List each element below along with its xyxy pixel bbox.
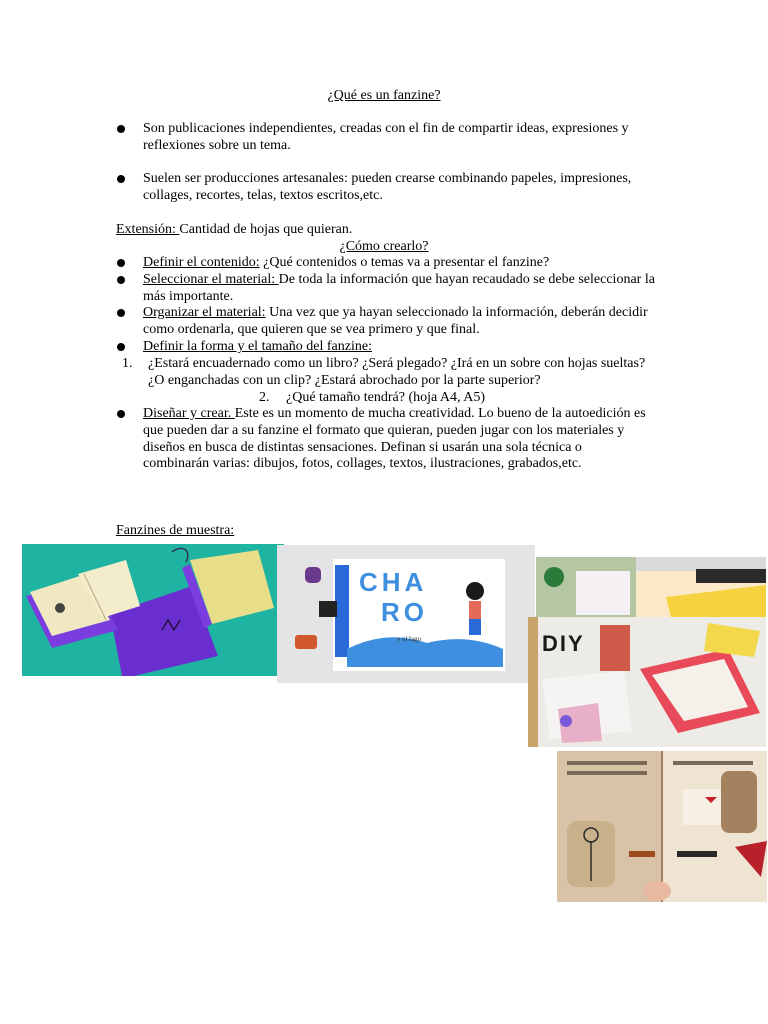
bullet-icon bbox=[117, 410, 125, 418]
step-select-material: Seleccionar el material: De toda la información que hayan recaudado se debe seleccionar la más importante. bbox=[143, 272, 655, 304]
bullet-icon bbox=[117, 343, 125, 351]
samples-label: Fanzines de muestra: bbox=[116, 523, 235, 538]
intro-bullet-2: Suelen ser producciones artesanales: pueden crearse combinando papeles, impresiones, collages, recortes, telas, textos escritos,etc. bbox=[143, 171, 632, 203]
extension-line: Extensión: Cantidad de hojas que quieran. bbox=[116, 222, 353, 237]
sub-step-2: ¿Qué tamaño tendrá? (hoja A4, A5) bbox=[286, 390, 486, 405]
bullet-icon bbox=[117, 309, 125, 317]
sub-step-1: ¿Estará encuadernado como un libro? ¿Será plegado? ¿Irá en un sobre con hojas sueltas? ¿O enganchadas con un clip? ¿Estará abrochado por la parte superior? bbox=[148, 356, 646, 388]
page-title: ¿Qué es un fanzine? bbox=[327, 88, 441, 103]
intro-bullet-1: Son publicaciones independientes, creadas con el fin de compartir ideas, expresiones y reflexiones sobre un tema. bbox=[143, 121, 629, 153]
charo-title-2: RO bbox=[381, 597, 428, 627]
bullet-icon bbox=[117, 125, 125, 133]
step-define-form: Definir la forma y el tamaño del fanzine: bbox=[143, 339, 372, 354]
bullet-icon bbox=[117, 175, 125, 183]
sub-step-number: 2. bbox=[259, 390, 270, 405]
photo-zines-teal bbox=[22, 544, 284, 676]
bullet-icon bbox=[117, 259, 125, 267]
sub-step-number: 1. bbox=[122, 356, 133, 371]
photo-collage-strip bbox=[536, 557, 766, 621]
charo-subtitle: y el lago bbox=[397, 635, 422, 643]
step-define-content: Definir el contenido: ¿Qué contenidos o temas va a presentar el fanzine? bbox=[143, 255, 550, 270]
charo-title-1: CHA bbox=[359, 567, 428, 597]
photo-charo-zine bbox=[277, 545, 535, 683]
bullet-icon bbox=[117, 276, 125, 284]
howto-title: ¿Cómo crearlo? bbox=[339, 239, 429, 254]
step-design-create: Diseñar y crear. Este es un momento de mucha creatividad. Lo bueno de la autoedición es que pueden dar a su fanzine el formato que quieran, pueden jugar con los materiales y diseños en busca de distintas sensaciones. Definan si usarán una sola técnica o combinarán varias: dibujos, fotos, collages, textos, ilustraciones, grabados,etc. bbox=[143, 406, 646, 472]
diy-label: DIY bbox=[542, 631, 585, 656]
photo-journal bbox=[557, 751, 767, 902]
photo-diy-zines bbox=[528, 617, 766, 747]
step-organize-material: Organizar el material: Una vez que ya hayan seleccionado la información, deberán decidir como ordenarla, que quieren que se vea primero y que final. bbox=[143, 305, 648, 337]
